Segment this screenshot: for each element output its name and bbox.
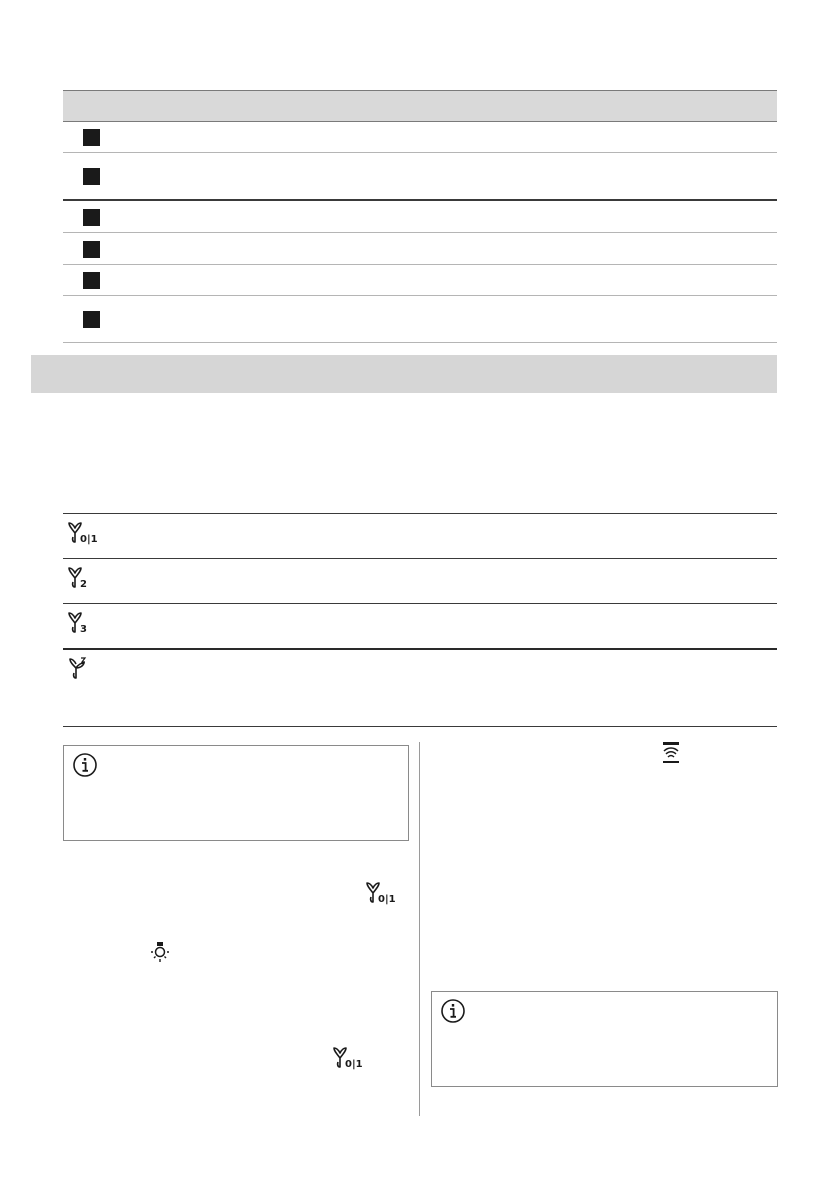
table-row — [63, 604, 777, 650]
black-square-marker — [83, 272, 100, 289]
table-row — [63, 559, 777, 604]
black-square-marker — [83, 168, 100, 185]
fan-speed-0-1-icon — [329, 1045, 367, 1071]
controls-table — [63, 90, 777, 343]
black-square-marker — [83, 129, 100, 146]
section-heading-bar — [31, 355, 777, 393]
black-square-marker — [83, 241, 100, 258]
svg-text:2: 2 — [80, 579, 87, 590]
table-row — [63, 153, 777, 201]
fan-speed-3-icon — [66, 610, 100, 636]
svg-text:0|1: 0|1 — [80, 534, 98, 545]
info-icon — [72, 752, 98, 778]
info-note-box — [431, 991, 778, 1087]
fan-speed-2-icon — [66, 565, 100, 591]
table-row — [63, 514, 777, 559]
black-square-marker — [83, 311, 100, 328]
table-row — [63, 296, 777, 343]
table-row — [63, 122, 777, 153]
svg-text:0|1: 0|1 — [378, 894, 396, 905]
info-note-box — [63, 745, 409, 841]
table-row — [63, 233, 777, 265]
light-bulb-icon — [148, 940, 172, 966]
svg-text:0|1: 0|1 — [345, 1059, 363, 1070]
svg-text:3: 3 — [80, 624, 87, 635]
table-row — [63, 650, 777, 727]
controls-table-header — [63, 90, 777, 122]
fan-boost-icon — [66, 656, 100, 682]
table-row — [63, 201, 777, 233]
column-divider — [419, 742, 420, 1116]
fan-speed-table — [63, 513, 777, 727]
hob2hood-wireless-icon — [660, 740, 682, 766]
fan-speed-0-1-icon — [66, 520, 100, 546]
black-square-marker — [83, 209, 100, 226]
fan-speed-0-1-icon — [362, 880, 400, 906]
info-icon — [440, 998, 466, 1024]
table-row — [63, 265, 777, 296]
